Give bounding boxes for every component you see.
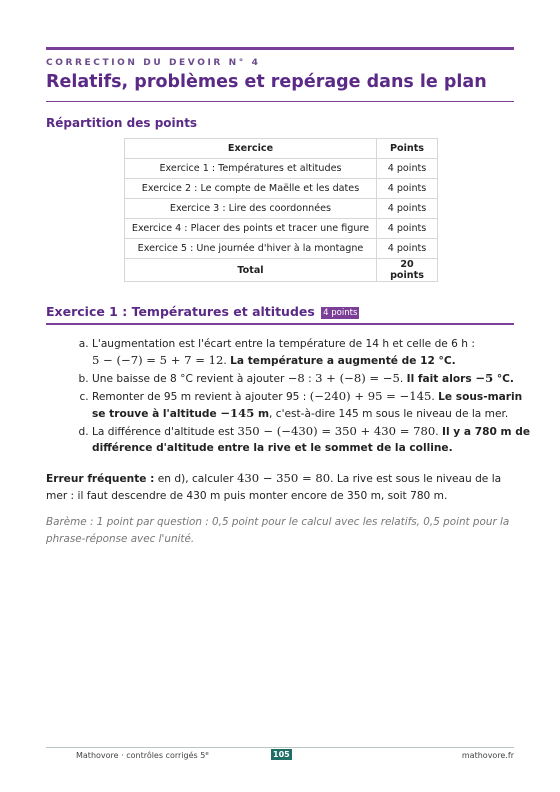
answer-c-math: (−240) + 95 = −145 <box>309 389 432 403</box>
answer-d-result: Il y a 780 m de différence d'altitude entre la rive et le sommet de la colline. <box>92 426 531 454</box>
table-row <box>125 199 438 219</box>
table-row <box>125 219 438 239</box>
exercise-cell: Exercice 5 : Une journée d'hiver à la montagne <box>125 239 377 259</box>
answer-list <box>72 336 534 457</box>
points-cell: 4 points <box>377 159 438 179</box>
answer-b-math-1: −8 <box>287 371 305 385</box>
top-rule <box>46 47 514 50</box>
points-cell: 4 points <box>377 239 438 259</box>
points-table <box>124 138 438 282</box>
footer-left-text: Mathovore · contrôles corrigés 5 <box>76 751 206 760</box>
page-number: 105 <box>273 750 290 759</box>
exercise-cell: Exercice 2 : Le compte de Maëlle et les dates <box>125 179 377 199</box>
table-row <box>125 239 438 259</box>
column-header-exercice: Exercice <box>125 139 377 159</box>
exercise-cell: Exercice 4 : Placer des points et tracer une figure <box>125 219 377 239</box>
points-cell: 4 points <box>377 219 438 239</box>
error-math: 430 − 350 = 80 <box>236 471 331 485</box>
footer-left-sup: e <box>205 751 209 757</box>
answer-c-text: Remonter de 95 m revient à ajouter 95 : <box>92 391 307 403</box>
error-text-2: . La rive est sous le niveau de la mer : il faut descendre de 430 m puis monter encore de 350 m, soit 780 m. <box>46 473 502 502</box>
points-cell: 4 points <box>377 179 438 199</box>
column-header-points: Points <box>377 139 438 159</box>
answer-item-d: d. La différence d'altitude est 350 − (−430) = 350 + 430 = 780. Il y a 780 m de différence d'altitude entre la rive et le sommet de la colline. <box>92 423 534 456</box>
answer-a-text: L'augmentation est l'écart entre la température de 14 h et celle de 6 h : <box>92 338 475 350</box>
grading-note: Barème : 1 point par question : 0,5 point pour le calcul avec les relatifs, 0,5 point pour la phrase-réponse avec l'unité. <box>46 516 510 545</box>
answer-b-text: Une baisse de 8 °C revient à ajouter <box>92 373 285 385</box>
title-divider <box>46 101 514 102</box>
table-total-row <box>125 259 438 282</box>
exercise-1-heading <box>46 304 359 319</box>
answer-c-result-pre: Le sous-marin se trouve à l'altitude <box>92 391 523 420</box>
answer-c-tail: , c'est-à-dire 145 m sous le niveau de la mer. <box>269 408 509 420</box>
error-text-1: en d), calculer <box>157 473 234 485</box>
page-title: Relatifs, problèmes et repérage dans le plan <box>46 72 487 92</box>
answer-a-math: 5 − (−7) = 5 + 7 = 12 <box>92 353 224 367</box>
points-heading: Répartition des points <box>46 116 198 130</box>
answer-b-result-pre: Il fait alors <box>406 373 472 385</box>
table-row <box>125 179 438 199</box>
document-kicker: CORRECTION DU DEVOIR N° 4 <box>46 58 261 68</box>
answer-item-a: a. L'augmentation est l'écart entre la température de 14 h et celle de 6 h : 5 − (−7) = 5 + 7 = 12. La température a augmenté de 12 °C. <box>92 336 534 369</box>
exercise-1-title: Exercice 1 : Températures et altitudes <box>46 304 315 319</box>
total-label-cell: Total <box>125 259 377 282</box>
exercise-cell: Exercice 1 : Températures et altitudes <box>125 159 377 179</box>
answer-b-result-math: −5 <box>475 371 494 385</box>
answer-b-result-post: °C. <box>496 373 514 385</box>
points-cell: 4 points <box>377 199 438 219</box>
exercise-cell: Exercice 3 : Lire des coordonnées <box>125 199 377 219</box>
footer-left <box>76 751 209 760</box>
footer-site: mathovore.fr <box>461 751 514 760</box>
answer-c-result-post: m <box>257 408 270 420</box>
footer-divider <box>46 747 514 748</box>
answer-item-b: b. Une baisse de 8 °C revient à ajouter −8 : 3 + (−8) = −5. Il fait alors −5 °C. <box>92 370 534 387</box>
common-error-note <box>46 470 514 505</box>
points-badge: 4 points <box>323 308 358 318</box>
error-label: Erreur fréquente : <box>46 473 155 485</box>
exercise-divider <box>46 323 514 325</box>
answer-b-result <box>407 373 514 385</box>
answer-b-math-2: 3 + (−8) = −5 <box>315 371 400 385</box>
answer-d-math: 350 − (−430) = 350 + 430 = 780 <box>237 424 436 438</box>
answer-c-result-math: −145 <box>220 406 255 420</box>
total-points-cell: 20 points <box>377 259 438 282</box>
table-row <box>125 159 438 179</box>
table-header-row <box>125 139 438 159</box>
answer-d-text: La différence d'altitude est <box>92 426 235 438</box>
answer-a-result: La température a augmenté de 12 °C. <box>230 355 456 367</box>
answer-item-c: c. Remonter de 95 m revient à ajouter 95 : (−240) + 95 = −145. Le sous-marin se trouve à l'altitude −145 m, c'est-à-dire 145 m sous le niveau de la mer. <box>92 388 534 422</box>
